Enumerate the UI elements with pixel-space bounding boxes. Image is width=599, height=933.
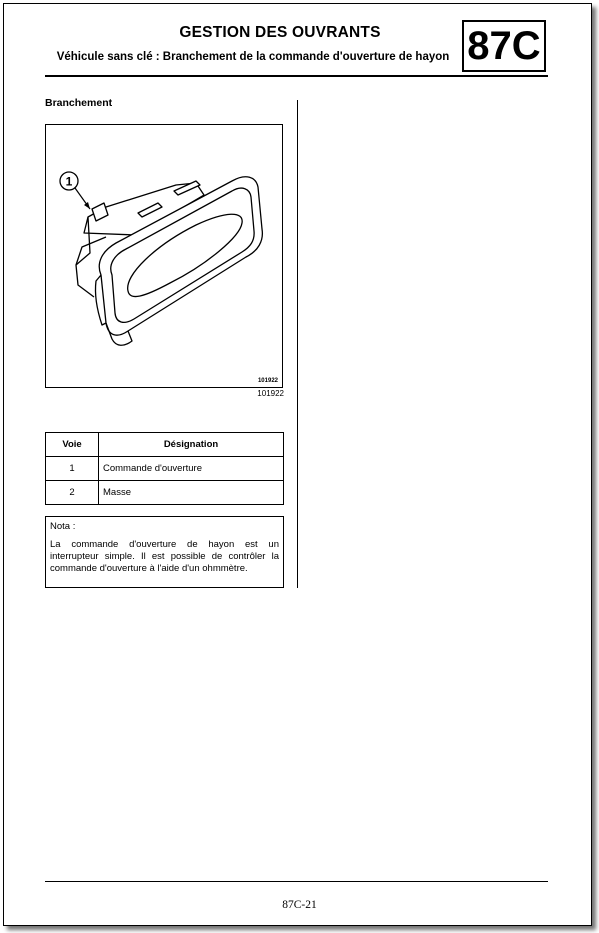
footer-rule: [45, 881, 548, 882]
designation-cell: Masse: [99, 481, 284, 505]
page-subtitle: Véhicule sans clé : Branchement de la commande d'ouverture de hayon: [56, 51, 450, 63]
tailgate-switch-drawing: [46, 125, 284, 389]
table-row: [46, 481, 284, 505]
column-header-designation: Désignation: [99, 433, 284, 457]
nota-label: Nota :: [50, 521, 76, 532]
column-header-voie: Voie: [46, 433, 99, 457]
figure-reference-inside: 101922: [257, 378, 278, 384]
voie-cell: 1: [46, 457, 99, 481]
designation-cell: Commande d'ouverture: [99, 457, 284, 481]
chapter-number-badge: 87C: [462, 20, 546, 72]
section-heading: Branchement: [45, 97, 113, 109]
table-header-row: [46, 433, 284, 457]
column-divider: [297, 100, 298, 588]
pinout-table: [45, 432, 284, 505]
nota-box: [45, 516, 284, 588]
figure-reference: 101922: [257, 389, 284, 398]
figure-frame: [45, 124, 283, 388]
nota-text: La commande d'ouverture de hayon est un interrupteur simple. Il est possible de contrôler la commande d'ouverture à l'aide d'un ohmmètre.: [50, 539, 279, 574]
voie-cell: 2: [46, 481, 99, 505]
page-title: GESTION DES OUVRANTS: [179, 24, 381, 41]
table-row: [46, 457, 284, 481]
header-rule: [45, 75, 548, 77]
page-number: 87C-21: [282, 899, 317, 911]
callout-label: 1: [65, 174, 73, 189]
